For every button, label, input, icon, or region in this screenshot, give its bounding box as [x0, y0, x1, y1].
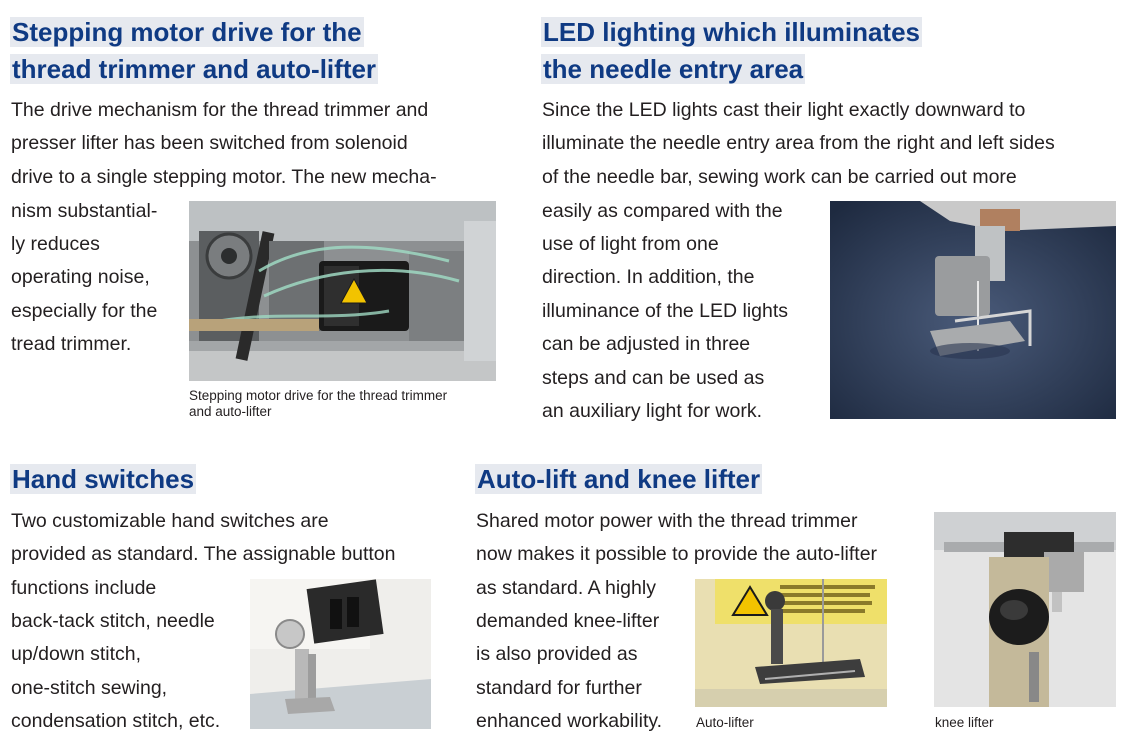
stepping-motor-caption: Stepping motor drive for the thread trimmer and auto-lifter	[189, 388, 448, 419]
body-line: illuminate the needle entry area from the right and left sides	[542, 132, 1055, 154]
section-title-hand-switches: Hand switches	[12, 464, 195, 494]
body-line: easily as compared with the	[542, 200, 783, 222]
body-line: provided as standard. The assignable button	[11, 543, 396, 565]
body-line: use of light from one	[542, 233, 719, 255]
knee-lifter-photo	[934, 512, 1116, 707]
auto-lifter-caption: Auto-lifter	[696, 715, 754, 730]
section-title-auto-lift: Auto-lift and knee lifter	[477, 464, 761, 494]
body-line: Two customizable hand switches are	[11, 510, 329, 532]
section-title-led-lighting: LED lighting which illuminates the needle entry area	[543, 17, 921, 84]
body-line: is also provided as	[476, 643, 638, 665]
body-line: up/down stitch,	[11, 643, 142, 665]
body-line: drive to a single stepping motor. The new mecha-	[11, 166, 437, 188]
body-line: enhanced workability.	[476, 710, 663, 732]
body-line: functions include	[11, 577, 157, 599]
body-line: direction. In addition, the	[542, 266, 755, 288]
section-title-stepping-motor: Stepping motor drive for the thread trimmer and auto-lifter	[12, 17, 377, 84]
body-line: can be adjusted in three	[542, 333, 751, 355]
body-line: ly reduces	[11, 233, 100, 255]
body-line: condensation stitch, etc.	[11, 710, 221, 732]
body-line: steps and can be used as	[542, 367, 765, 389]
body-line: Since the LED lights cast their light exactly downward to	[542, 99, 1026, 121]
knee-lifter-caption: knee lifter	[935, 715, 994, 730]
body-line: The drive mechanism for the thread trimmer and	[11, 99, 429, 121]
body-line: of the needle bar, sewing work can be carried out more	[542, 166, 1017, 188]
body-line: especially for the	[11, 300, 158, 322]
body-line: Shared motor power with the thread trimmer	[476, 510, 858, 532]
body-line: operating noise,	[11, 266, 150, 288]
body-line: demanded knee-lifter	[476, 610, 660, 632]
body-line: tread trimmer.	[11, 333, 132, 355]
hand-switches-photo	[250, 579, 431, 729]
body-line: now makes it possible to provide the auto-lifter	[476, 543, 878, 565]
stepping-motor-photo	[189, 201, 496, 381]
auto-lifter-photo	[695, 579, 887, 707]
body-line: nism substantial-	[11, 200, 158, 222]
body-line: back-tack stitch, needle	[11, 610, 215, 632]
body-line: presser lifter has been switched from solenoid	[11, 132, 408, 154]
body-line: standard for further	[476, 677, 642, 699]
body-line: an auxiliary light for work.	[542, 400, 763, 422]
body-line: one-stitch sewing,	[11, 677, 168, 699]
body-line: illuminance of the LED lights	[542, 300, 789, 322]
body-line: as standard. A highly	[476, 577, 656, 599]
led-needle-photo	[830, 201, 1116, 419]
